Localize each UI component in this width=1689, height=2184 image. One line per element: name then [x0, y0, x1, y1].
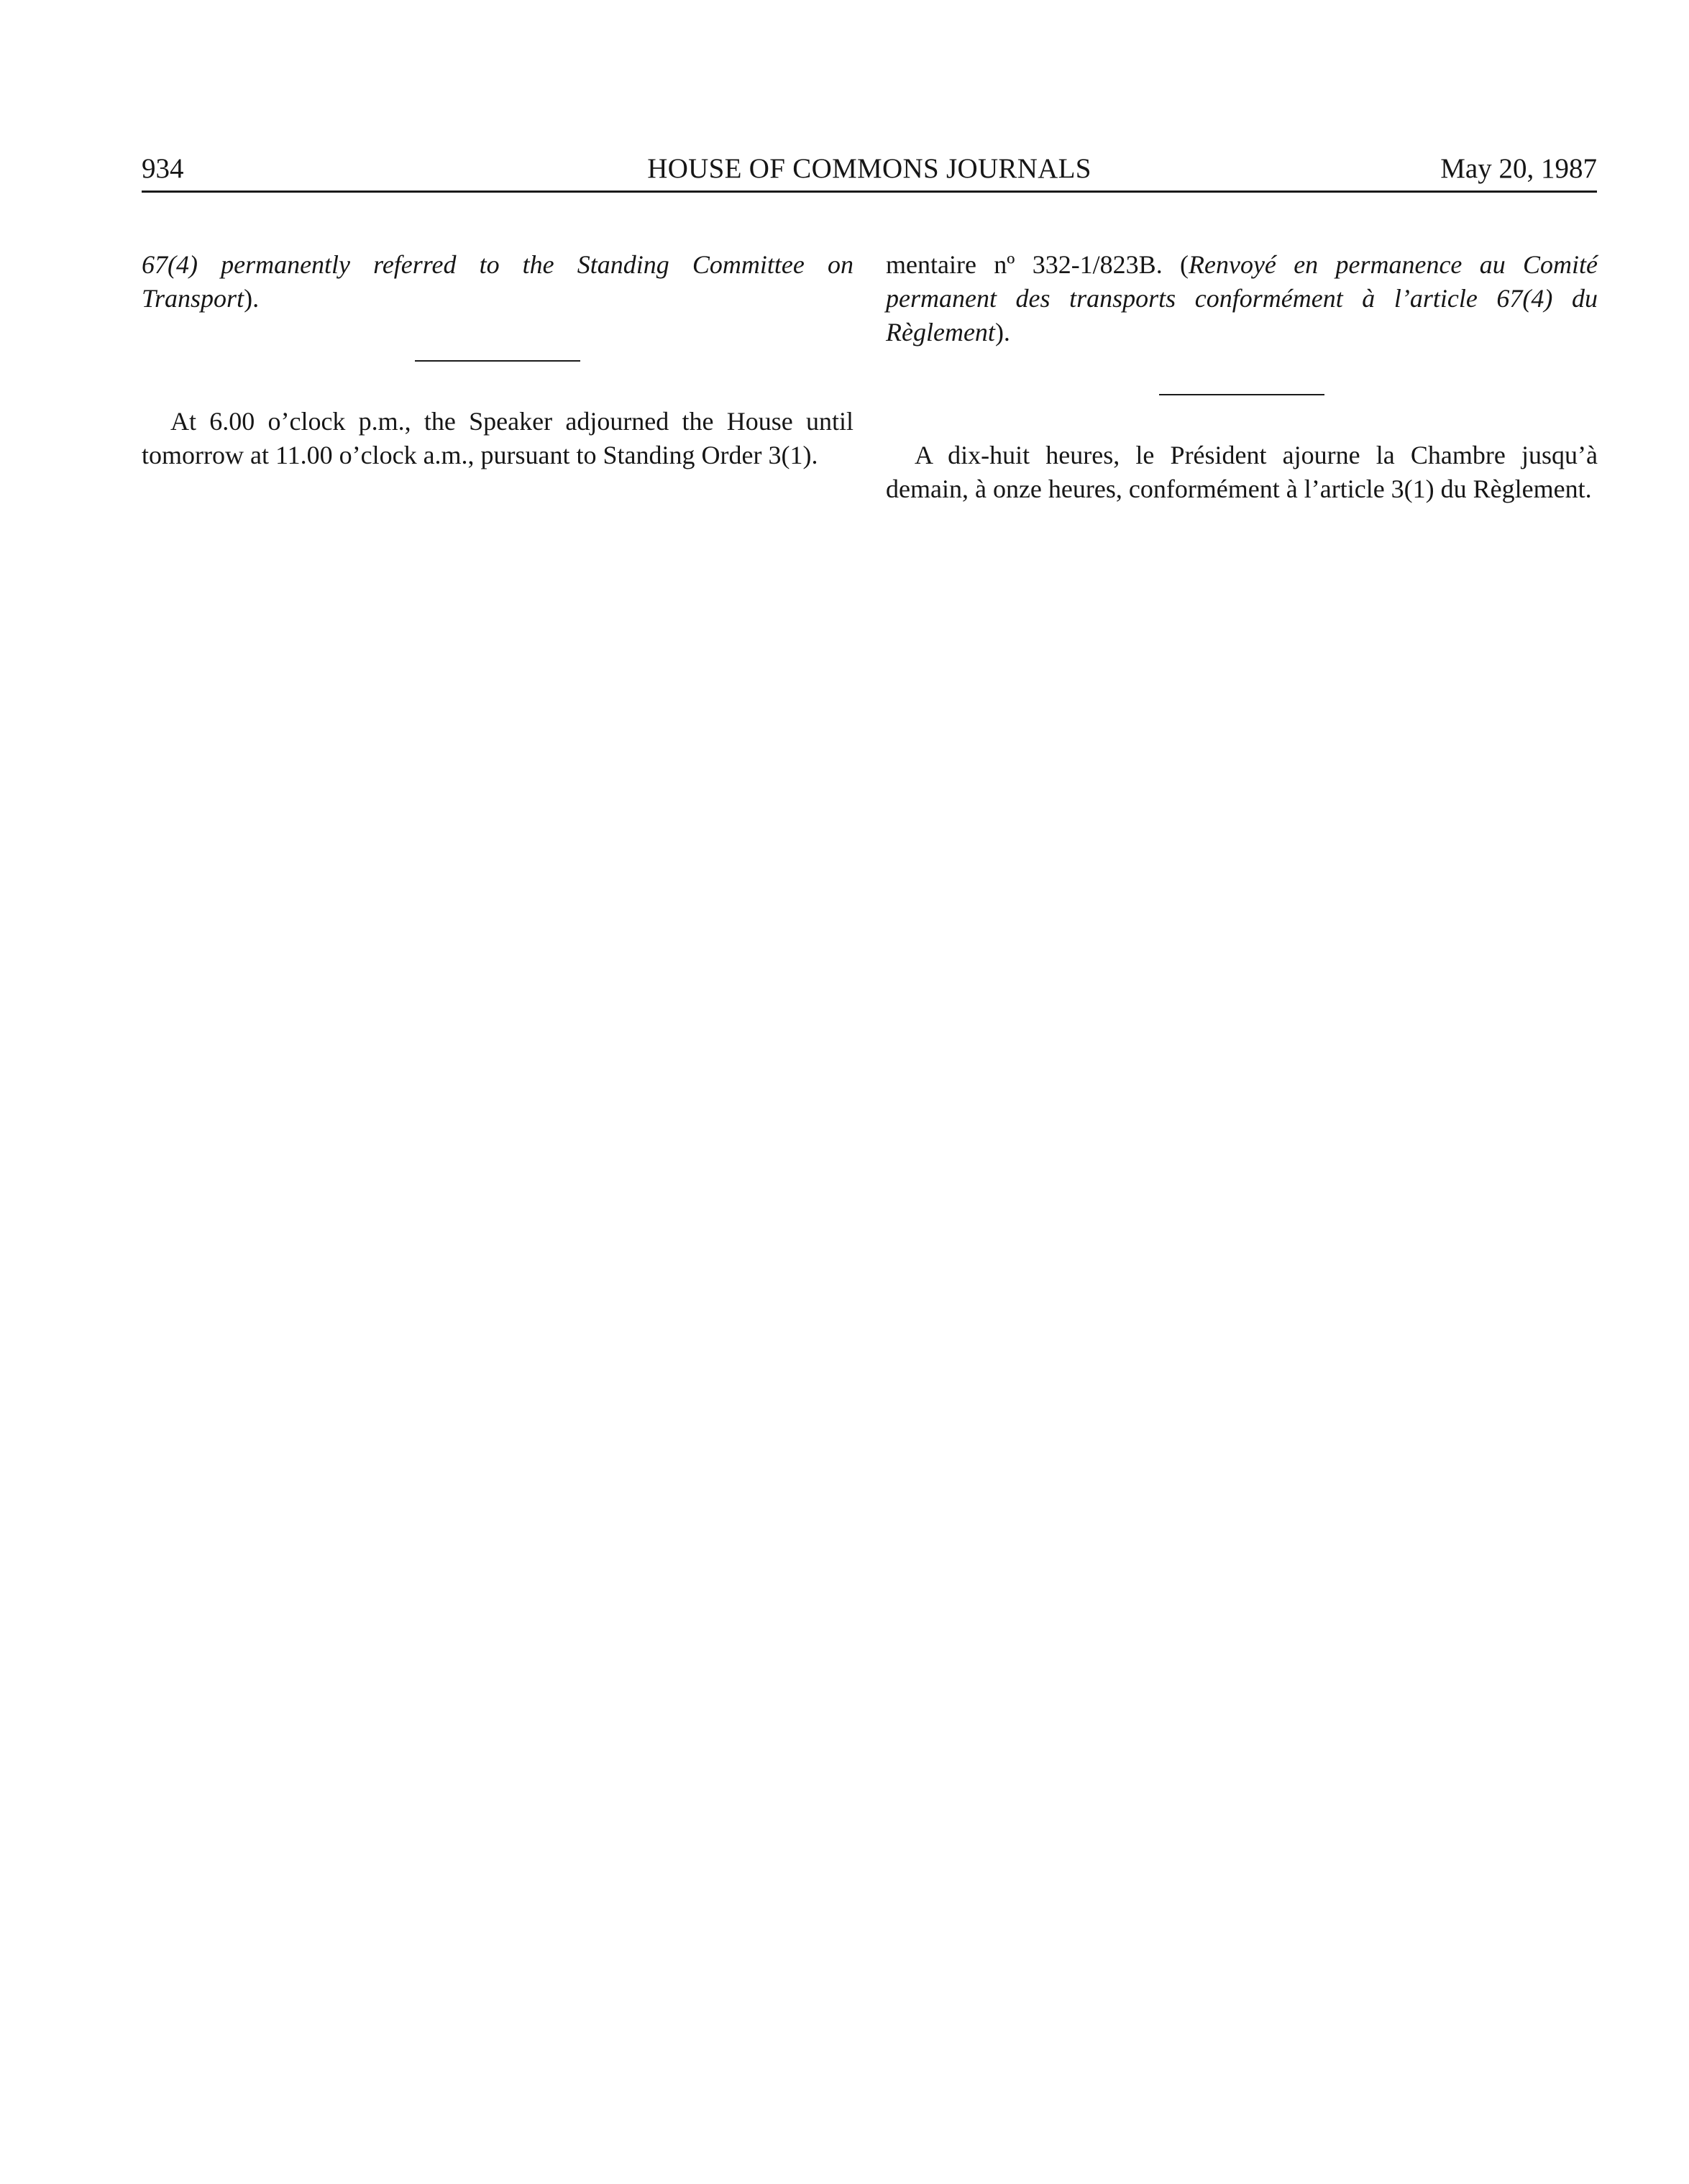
- french-column: [886, 248, 1598, 506]
- english-continuation-paragraph: [142, 248, 853, 316]
- page-number: 934: [142, 153, 184, 184]
- journal-title: HOUSE OF COMMONS JOURNALS: [647, 153, 1091, 184]
- english-column: [142, 248, 853, 472]
- english-adjournment-paragraph: At 6.00 o’clock p.m., the Speaker adjourned the House until tomorrow at 11.00 o’clock a.m., pursuant to Standing Order 3(1).: [142, 407, 853, 469]
- french-continuation-italic: Renvoyé en permanence au Comité permanent des transports conformément à l’article 67(4) du Règlement: [886, 250, 1598, 347]
- french-adjournment-paragraph: A dix-huit heures, le Président ajourne la Chambre jusqu’à demain, à onze heures, conformément à l’article 3(1) du Règlement.: [886, 441, 1598, 503]
- french-continuation-paragraph: [886, 248, 1598, 349]
- page-date: May 20, 1987: [1440, 153, 1597, 184]
- english-continuation-tail: ).: [244, 284, 260, 313]
- page-header: [142, 147, 1597, 193]
- english-continuation-italic: 67(4) permanently referred to the Standing Committee on Transport: [142, 250, 853, 313]
- english-section-divider: [415, 360, 580, 362]
- french-continuation-lead: mentaire nº 332-1/823B. (: [886, 250, 1189, 279]
- french-continuation-tail: ).: [994, 318, 1010, 347]
- french-section-divider: [1159, 394, 1324, 395]
